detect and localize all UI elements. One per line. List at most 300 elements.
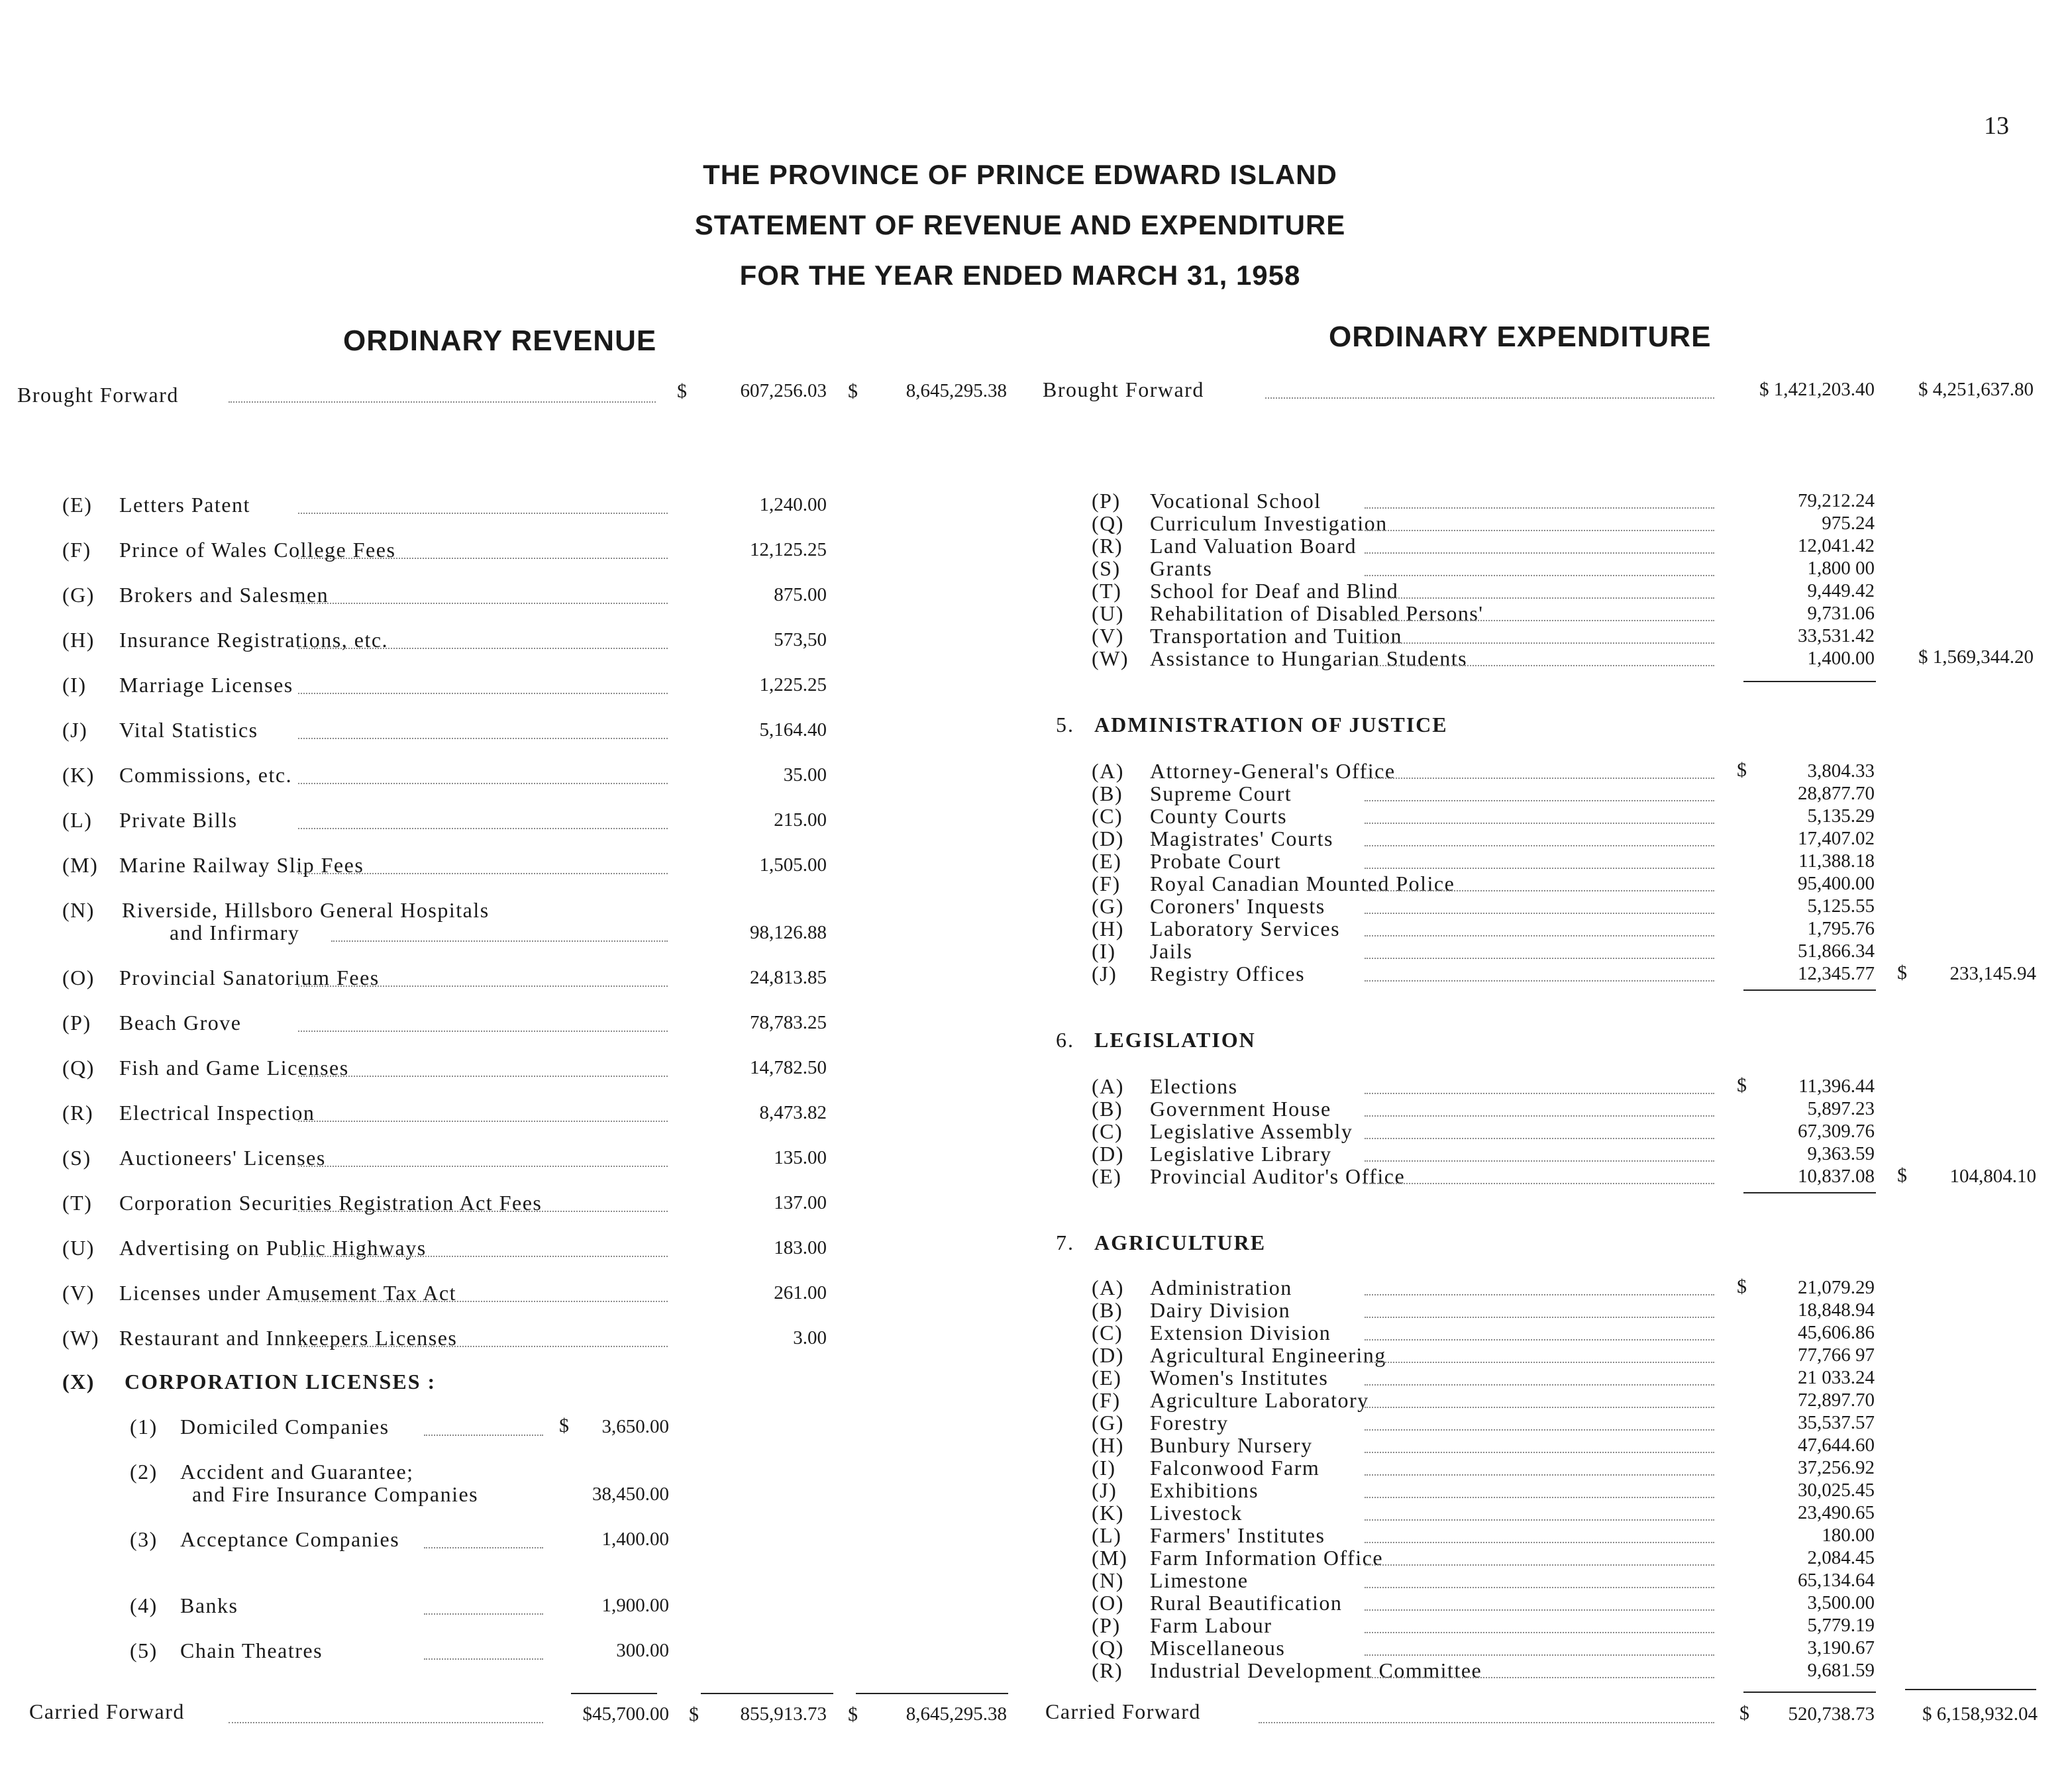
section-item-amount: 65,134.64 bbox=[1798, 1570, 1875, 1591]
page-title-line: THE PROVINCE OF PRINCE EDWARD ISLAND bbox=[703, 159, 1337, 190]
section-item-code: (M) bbox=[1092, 1546, 1128, 1570]
leader-dots bbox=[298, 693, 668, 694]
leader-dots bbox=[424, 1435, 543, 1436]
section-item-label: Provincial Auditor's Office bbox=[1150, 1164, 1406, 1188]
education-item-amount: 1,800 00 bbox=[1807, 558, 1875, 579]
revenue-item-amount: 135.00 bbox=[774, 1147, 827, 1168]
section-item-amount: 51,866.34 bbox=[1798, 940, 1875, 962]
total-rule bbox=[1743, 989, 1876, 991]
education-total: $ 1,569,344.20 bbox=[1918, 646, 2034, 668]
education-item-amount: 12,041.42 bbox=[1798, 535, 1875, 556]
leader-dots bbox=[1259, 1722, 1714, 1723]
section-item-amount: 9,363.59 bbox=[1807, 1143, 1875, 1164]
leader-dots bbox=[424, 1613, 543, 1615]
education-item-code: (P) bbox=[1092, 489, 1121, 513]
revenue-item-code: (K) bbox=[62, 763, 95, 787]
section-item-code: (C) bbox=[1092, 1321, 1123, 1344]
section-total: 233,145.94 bbox=[1949, 963, 2036, 984]
section-number: 6. bbox=[1056, 1028, 1074, 1052]
corporation-item-label: Acceptance Companies bbox=[180, 1527, 400, 1551]
page-title-line: STATEMENT OF REVENUE AND EXPENDITURE bbox=[694, 209, 1346, 240]
section-item-code: (R) bbox=[1092, 1658, 1123, 1682]
leader-dots bbox=[1365, 1160, 1714, 1162]
leader-dots bbox=[229, 1722, 543, 1723]
revenue-item-code: (I) bbox=[62, 673, 87, 697]
revenue-item-label: Licenses under Amusement Tax Act bbox=[119, 1281, 457, 1305]
revenue-item-code: (O) bbox=[62, 966, 95, 989]
revenue-item-amount: 24,813.85 bbox=[750, 967, 827, 988]
revenue-item-amount: 875.00 bbox=[774, 584, 827, 605]
revenue-carried-forward-amount: 855,913.73 bbox=[740, 1703, 827, 1725]
section-item-label: Extension Division bbox=[1150, 1321, 1331, 1344]
section-item-code: (K) bbox=[1092, 1501, 1124, 1525]
leader-dots bbox=[1365, 575, 1714, 576]
revenue-item-amount: 98,126.88 bbox=[750, 922, 827, 943]
revenue-item-label: Corporation Securities Registration Act Fees bbox=[119, 1191, 543, 1215]
section-item-code: (L) bbox=[1092, 1523, 1122, 1547]
total-rule bbox=[701, 1693, 833, 1694]
revenue-item-amount: 573,50 bbox=[774, 629, 827, 650]
section-item-code: (B) bbox=[1092, 1097, 1123, 1121]
expenditure-carried-forward-total: $ 6,158,932.04 bbox=[1922, 1703, 2038, 1725]
leader-dots bbox=[1365, 1677, 1714, 1678]
leader-dots bbox=[298, 986, 668, 987]
revenue-carried-forward-label: Carried Forward bbox=[29, 1699, 185, 1723]
leader-dots bbox=[1365, 1519, 1714, 1521]
section-item-code: (I) bbox=[1092, 939, 1116, 963]
section-item-amount: 21,079.29 bbox=[1798, 1277, 1875, 1298]
section-item-amount: 5,135.29 bbox=[1807, 805, 1875, 827]
leader-dots bbox=[1365, 620, 1714, 621]
corporation-item-amount: 1,900.00 bbox=[601, 1595, 669, 1616]
revenue-item-code: (P) bbox=[62, 1011, 91, 1035]
leader-dots bbox=[298, 1346, 668, 1347]
revenue-item-label: and Infirmary bbox=[170, 921, 300, 944]
leader-dots bbox=[1365, 800, 1714, 801]
corporation-item-code: (3) bbox=[130, 1527, 158, 1551]
section-item-amount: 10,837.08 bbox=[1798, 1166, 1875, 1187]
leader-dots bbox=[1365, 1609, 1714, 1611]
section-item-amount: 9,681.59 bbox=[1807, 1660, 1875, 1681]
revenue-item-label: Letters Patent bbox=[119, 493, 250, 517]
dollar-sign: $ bbox=[848, 1703, 858, 1725]
leader-dots bbox=[298, 648, 668, 649]
leader-dots bbox=[424, 1547, 543, 1548]
leader-dots bbox=[1365, 1654, 1714, 1656]
education-item-amount: 975.24 bbox=[1822, 513, 1875, 534]
section-item-code: (P) bbox=[1092, 1613, 1121, 1637]
section-item-amount: 23,490.65 bbox=[1798, 1502, 1875, 1523]
total-rule bbox=[856, 1693, 1008, 1694]
leader-dots bbox=[1365, 1407, 1714, 1408]
revenue-item-label: Auctioneers' Licenses bbox=[119, 1146, 326, 1170]
section-item-code: (Q) bbox=[1092, 1636, 1124, 1660]
education-item-code: (S) bbox=[1092, 556, 1121, 580]
revenue-item-code: (L) bbox=[62, 808, 93, 832]
section-item-label: Miscellaneous bbox=[1150, 1636, 1286, 1660]
revenue-carried-forward-subtotal: $45,700.00 bbox=[582, 1703, 669, 1725]
revenue-item-code: (V) bbox=[62, 1281, 95, 1305]
revenue-item-label: Advertising on Public Highways bbox=[119, 1236, 427, 1260]
leader-dots bbox=[298, 513, 668, 514]
section-item-label: Limestone bbox=[1150, 1568, 1249, 1592]
revenue-item-label: Riverside, Hillsboro General Hospitals bbox=[122, 898, 490, 922]
section-number: 5. bbox=[1056, 713, 1074, 736]
education-item-code: (V) bbox=[1092, 624, 1124, 648]
revenue-item-amount: 137.00 bbox=[774, 1192, 827, 1213]
corporation-item-code: (2) bbox=[130, 1460, 158, 1484]
education-item-amount: 1,400.00 bbox=[1807, 648, 1875, 669]
education-item-amount: 33,531.42 bbox=[1798, 625, 1875, 646]
section-item-code: (G) bbox=[1092, 1411, 1124, 1435]
revenue-carried-forward-total: 8,645,295.38 bbox=[906, 1703, 1007, 1725]
expenditure-heading: ORDINARY EXPENDITURE bbox=[1329, 321, 1712, 353]
leader-dots bbox=[298, 1256, 668, 1257]
expenditure-carried-forward-label: Carried Forward bbox=[1045, 1699, 1201, 1723]
education-item-label: Rehabilitation of Disabled Persons' bbox=[1150, 601, 1484, 625]
education-item-label: Land Valuation Board bbox=[1150, 534, 1357, 558]
section-item-label: Elections bbox=[1150, 1074, 1238, 1098]
leader-dots bbox=[1365, 1384, 1714, 1386]
leader-dots bbox=[1365, 1429, 1714, 1431]
section-item-amount: 18,848.94 bbox=[1798, 1299, 1875, 1321]
section-item-label: Forestry bbox=[1150, 1411, 1229, 1435]
education-item-label: Curriculum Investigation bbox=[1150, 511, 1388, 535]
leader-dots bbox=[1365, 597, 1714, 599]
revenue-item-amount: 1,240.00 bbox=[759, 494, 827, 515]
revenue-item-label: Private Bills bbox=[119, 808, 238, 832]
education-item-code: (W) bbox=[1092, 646, 1129, 670]
revenue-item-amount: 14,782.50 bbox=[750, 1057, 827, 1078]
section-item-label: Farmers' Institutes bbox=[1150, 1523, 1325, 1547]
section-item-amount: 72,897.70 bbox=[1798, 1390, 1875, 1411]
revenue-brought-forward-amount: 607,256.03 bbox=[740, 380, 827, 401]
section-item-code: (E) bbox=[1092, 1366, 1122, 1390]
leader-dots bbox=[298, 1121, 668, 1122]
total-rule bbox=[571, 1693, 657, 1694]
section-item-code: (D) bbox=[1092, 1142, 1124, 1166]
dollar-sign: $ bbox=[677, 380, 687, 402]
revenue-item-amount: 3.00 bbox=[793, 1327, 827, 1348]
revenue-item-label: Restaurant and Innkeepers Licenses bbox=[119, 1326, 458, 1350]
section-item-label: Women's Institutes bbox=[1150, 1366, 1329, 1390]
section-item-amount: 95,400.00 bbox=[1798, 873, 1875, 894]
leader-dots bbox=[1365, 1497, 1714, 1498]
section-number: 7. bbox=[1056, 1231, 1074, 1254]
section-item-label: Agriculture Laboratory bbox=[1150, 1388, 1369, 1412]
section-item-amount: 67,309.76 bbox=[1798, 1121, 1875, 1142]
section-item-code: (D) bbox=[1092, 827, 1124, 850]
corporation-item-amount: 3,650.00 bbox=[601, 1416, 669, 1437]
leader-dots bbox=[1365, 823, 1714, 824]
corporation-item-code: (1) bbox=[130, 1415, 158, 1439]
leader-dots bbox=[1365, 1093, 1714, 1094]
education-item-code: (T) bbox=[1092, 579, 1122, 603]
section-item-amount: 35,537.57 bbox=[1798, 1412, 1875, 1433]
revenue-item-amount: 8,473.82 bbox=[759, 1102, 827, 1123]
expenditure-brought-forward-label: Brought Forward bbox=[1043, 378, 1204, 401]
section-item-code: (B) bbox=[1092, 782, 1123, 805]
section-item-label: Royal Canadian Mounted Police bbox=[1150, 872, 1455, 895]
section-item-amount: 3,500.00 bbox=[1807, 1592, 1875, 1613]
dollar-sign: $ bbox=[1737, 1074, 1747, 1096]
section-item-amount: 5,125.55 bbox=[1807, 895, 1875, 917]
leader-dots bbox=[1365, 1317, 1714, 1318]
leader-dots bbox=[298, 1301, 668, 1302]
education-item-label: Transportation and Tuition bbox=[1150, 624, 1402, 648]
section-item-code: (B) bbox=[1092, 1298, 1123, 1322]
dollar-sign: $ bbox=[1739, 1702, 1749, 1724]
section-item-amount: 21 033.24 bbox=[1798, 1367, 1875, 1388]
section-item-label: Legislative Assembly bbox=[1150, 1119, 1353, 1143]
revenue-item-amount: 215.00 bbox=[774, 809, 827, 831]
revenue-item-code: (T) bbox=[62, 1191, 93, 1215]
section-item-code: (C) bbox=[1092, 1119, 1123, 1143]
revenue-item-code: (N) bbox=[62, 898, 95, 922]
leader-dots bbox=[1365, 552, 1714, 554]
leader-dots bbox=[1365, 868, 1714, 869]
revenue-item-code: (H) bbox=[62, 628, 95, 652]
section-title: ADMINISTRATION OF JUSTICE bbox=[1094, 713, 1448, 736]
section-item-amount: 11,396.44 bbox=[1798, 1076, 1875, 1097]
section-item-code: (J) bbox=[1092, 1478, 1117, 1502]
leader-dots bbox=[1365, 913, 1714, 914]
section-item-label: Registry Offices bbox=[1150, 962, 1306, 986]
leader-dots bbox=[298, 783, 668, 784]
section-item-label: Dairy Division bbox=[1150, 1298, 1291, 1322]
revenue-item-amount: 183.00 bbox=[774, 1237, 827, 1258]
leader-dots bbox=[229, 401, 656, 403]
leader-dots bbox=[1365, 935, 1714, 936]
section-item-label: Jails bbox=[1150, 939, 1193, 963]
leader-dots bbox=[424, 1658, 543, 1660]
section-item-code: (C) bbox=[1092, 804, 1123, 828]
revenue-item-label: Prince of Wales College Fees bbox=[119, 538, 396, 562]
leader-dots bbox=[1365, 1138, 1714, 1139]
section-item-code: (A) bbox=[1092, 759, 1124, 783]
section-item-label: Supreme Court bbox=[1150, 782, 1292, 805]
leader-dots bbox=[1365, 1183, 1714, 1184]
corporation-item-label: Banks bbox=[180, 1593, 238, 1617]
leader-dots bbox=[1365, 778, 1714, 779]
total-rule bbox=[1743, 681, 1876, 682]
section-item-label: Laboratory Services bbox=[1150, 917, 1341, 940]
revenue-item-code: (X) bbox=[62, 1370, 95, 1393]
leader-dots bbox=[1365, 980, 1714, 982]
section-item-code: (J) bbox=[1092, 962, 1117, 986]
revenue-item-code: (S) bbox=[62, 1146, 91, 1170]
revenue-item-code: (U) bbox=[62, 1236, 95, 1260]
section-item-amount: 28,877.70 bbox=[1798, 783, 1875, 804]
section-item-amount: 77,766 97 bbox=[1798, 1344, 1875, 1366]
education-item-label: School for Deaf and Blind bbox=[1150, 579, 1399, 603]
leader-dots bbox=[298, 1076, 668, 1077]
education-item-code: (R) bbox=[1092, 534, 1123, 558]
section-item-code: (G) bbox=[1092, 894, 1124, 918]
section-item-amount: 11,388.18 bbox=[1798, 850, 1875, 872]
section-item-label: Government House bbox=[1150, 1097, 1331, 1121]
section-item-label: Coroners' Inquests bbox=[1150, 894, 1325, 918]
section-title: AGRICULTURE bbox=[1094, 1231, 1267, 1254]
section-item-amount: 30,025.45 bbox=[1798, 1480, 1875, 1501]
section-item-amount: 180.00 bbox=[1822, 1525, 1875, 1546]
revenue-brought-forward-total: 8,645,295.38 bbox=[906, 380, 1007, 401]
section-item-label: Attorney-General's Office bbox=[1150, 759, 1396, 783]
corporation-item-label: Chain Theatres bbox=[180, 1639, 323, 1662]
total-rule bbox=[1743, 1192, 1876, 1193]
total-rule bbox=[1905, 1689, 2036, 1690]
corporation-item-label: Accident and Guarantee; bbox=[180, 1460, 414, 1484]
section-item-code: (E) bbox=[1092, 1164, 1122, 1188]
section-item-code: (E) bbox=[1092, 849, 1122, 873]
dollar-sign: $ bbox=[689, 1703, 699, 1725]
leader-dots bbox=[331, 940, 668, 942]
leader-dots bbox=[298, 558, 668, 559]
section-item-label: Probate Court bbox=[1150, 849, 1282, 873]
section-item-label: Legislative Library bbox=[1150, 1142, 1332, 1166]
revenue-item-code: (Q) bbox=[62, 1056, 95, 1080]
revenue-item-amount: 12,125.25 bbox=[750, 539, 827, 560]
expenditure-brought-forward-total: $ 4,251,637.80 bbox=[1918, 379, 2034, 400]
section-item-label: Administration bbox=[1150, 1276, 1292, 1299]
leader-dots bbox=[1365, 665, 1714, 666]
education-item-code: (Q) bbox=[1092, 511, 1124, 535]
corporation-licenses-heading: CORPORATION LICENSES : bbox=[125, 1370, 437, 1393]
section-item-amount: 3,804.33 bbox=[1807, 760, 1875, 782]
leader-dots bbox=[1365, 1587, 1714, 1588]
page-number: 13 bbox=[1984, 112, 2009, 140]
revenue-item-label: Insurance Registrations, etc. bbox=[119, 628, 389, 652]
corporation-item-label: Domiciled Companies bbox=[180, 1415, 389, 1439]
leader-dots bbox=[1365, 1474, 1714, 1476]
revenue-item-label: Provincial Sanatorium Fees bbox=[119, 966, 380, 989]
section-item-code: (F) bbox=[1092, 872, 1121, 895]
revenue-item-label: Marriage Licenses bbox=[119, 673, 293, 697]
section-item-code: (I) bbox=[1092, 1456, 1116, 1480]
leader-dots bbox=[1365, 530, 1714, 531]
revenue-item-label: Vital Statistics bbox=[119, 718, 258, 742]
education-item-label: Grants bbox=[1150, 556, 1213, 580]
expenditure-carried-forward-amount: 520,738.73 bbox=[1788, 1703, 1875, 1725]
section-item-amount: 5,897.23 bbox=[1807, 1098, 1875, 1119]
revenue-item-code: (M) bbox=[62, 853, 99, 877]
leader-dots bbox=[1365, 1542, 1714, 1543]
section-item-amount: 2,084.45 bbox=[1807, 1547, 1875, 1568]
corporation-item-label: and Fire Insurance Companies bbox=[192, 1482, 479, 1506]
revenue-item-code: (G) bbox=[62, 583, 95, 607]
corporation-item-code: (4) bbox=[130, 1593, 158, 1617]
revenue-brought-forward-label: Brought Forward bbox=[17, 383, 179, 407]
section-item-label: County Courts bbox=[1150, 804, 1288, 828]
corporation-item-amount: 38,450.00 bbox=[592, 1484, 669, 1505]
section-item-label: Exhibitions bbox=[1150, 1478, 1259, 1502]
revenue-item-amount: 261.00 bbox=[774, 1282, 827, 1303]
education-item-code: (U) bbox=[1092, 601, 1124, 625]
revenue-item-label: Marine Railway Slip Fees bbox=[119, 853, 364, 877]
leader-dots bbox=[1365, 507, 1714, 509]
revenue-item-amount: 35.00 bbox=[783, 764, 827, 785]
section-item-amount: 47,644.60 bbox=[1798, 1435, 1875, 1456]
leader-dots bbox=[1365, 642, 1714, 644]
revenue-item-amount: 78,783.25 bbox=[750, 1012, 827, 1033]
revenue-item-code: (E) bbox=[62, 493, 93, 517]
expenditure-brought-forward-amount: $ 1,421,203.40 bbox=[1759, 379, 1875, 400]
page-title-line: FOR THE YEAR ENDED MARCH 31, 1958 bbox=[739, 260, 1301, 291]
dollar-sign: $ bbox=[1897, 962, 1907, 984]
leader-dots bbox=[298, 1166, 668, 1167]
leader-dots bbox=[298, 603, 668, 604]
revenue-item-label: Commissions, etc. bbox=[119, 763, 293, 787]
education-item-amount: 9,731.06 bbox=[1807, 603, 1875, 624]
section-item-label: Magistrates' Courts bbox=[1150, 827, 1333, 850]
section-item-label: Farm Labour bbox=[1150, 1613, 1272, 1637]
dollar-sign: $ bbox=[1737, 1276, 1747, 1297]
revenue-item-code: (J) bbox=[62, 718, 88, 742]
revenue-item-amount: 5,164.40 bbox=[759, 719, 827, 740]
leader-dots bbox=[1365, 845, 1714, 846]
leader-dots bbox=[298, 828, 668, 829]
section-item-amount: 1,795.76 bbox=[1807, 918, 1875, 939]
revenue-item-label: Beach Grove bbox=[119, 1011, 242, 1035]
dollar-sign: $ bbox=[1897, 1164, 1907, 1186]
section-item-amount: 37,256.92 bbox=[1798, 1457, 1875, 1478]
corporation-item-amount: 1,400.00 bbox=[601, 1529, 669, 1550]
section-item-label: Livestock bbox=[1150, 1501, 1243, 1525]
revenue-item-amount: 1,225.25 bbox=[759, 674, 827, 695]
leader-dots bbox=[298, 1031, 668, 1032]
leader-dots bbox=[1365, 958, 1714, 959]
section-item-label: Falconwood Farm bbox=[1150, 1456, 1320, 1480]
section-item-amount: 5,779.19 bbox=[1807, 1615, 1875, 1636]
section-item-label: Farm Information Office bbox=[1150, 1546, 1384, 1570]
section-title: LEGISLATION bbox=[1094, 1028, 1256, 1052]
revenue-item-label: Electrical Inspection bbox=[119, 1101, 315, 1125]
total-rule bbox=[1743, 1692, 1876, 1693]
leader-dots bbox=[1265, 397, 1714, 399]
dollar-sign: $ bbox=[848, 380, 858, 402]
education-item-label: Assistance to Hungarian Students bbox=[1150, 646, 1468, 670]
leader-dots bbox=[1365, 1339, 1714, 1340]
revenue-item-amount: 1,505.00 bbox=[759, 854, 827, 876]
section-item-code: (O) bbox=[1092, 1591, 1124, 1615]
revenue-item-code: (R) bbox=[62, 1101, 94, 1125]
corporation-item-amount: 300.00 bbox=[616, 1640, 669, 1661]
section-item-code: (A) bbox=[1092, 1074, 1124, 1098]
education-item-amount: 79,212.24 bbox=[1798, 490, 1875, 511]
section-item-code: (N) bbox=[1092, 1568, 1124, 1592]
revenue-heading: ORDINARY REVENUE bbox=[343, 325, 657, 357]
leader-dots bbox=[1365, 1452, 1714, 1453]
leader-dots bbox=[1365, 1294, 1714, 1295]
section-item-code: (H) bbox=[1092, 1433, 1124, 1457]
section-item-code: (D) bbox=[1092, 1343, 1124, 1367]
section-total: 104,804.10 bbox=[1949, 1166, 2036, 1187]
section-item-amount: 3,190.67 bbox=[1807, 1637, 1875, 1658]
section-item-amount: 45,606.86 bbox=[1798, 1322, 1875, 1343]
revenue-item-code: (F) bbox=[62, 538, 91, 562]
section-item-label: Rural Beautification bbox=[1150, 1591, 1343, 1615]
corporation-item-code: (5) bbox=[130, 1639, 158, 1662]
leader-dots bbox=[298, 738, 668, 739]
leader-dots bbox=[298, 1211, 668, 1212]
section-item-code: (A) bbox=[1092, 1276, 1124, 1299]
leader-dots bbox=[1365, 1362, 1714, 1363]
section-item-label: Industrial Development Committee bbox=[1150, 1658, 1482, 1682]
section-item-code: (H) bbox=[1092, 917, 1124, 940]
dollar-sign: $ bbox=[1737, 759, 1747, 781]
education-item-amount: 9,449.42 bbox=[1807, 580, 1875, 601]
revenue-item-label: Brokers and Salesmen bbox=[119, 583, 329, 607]
